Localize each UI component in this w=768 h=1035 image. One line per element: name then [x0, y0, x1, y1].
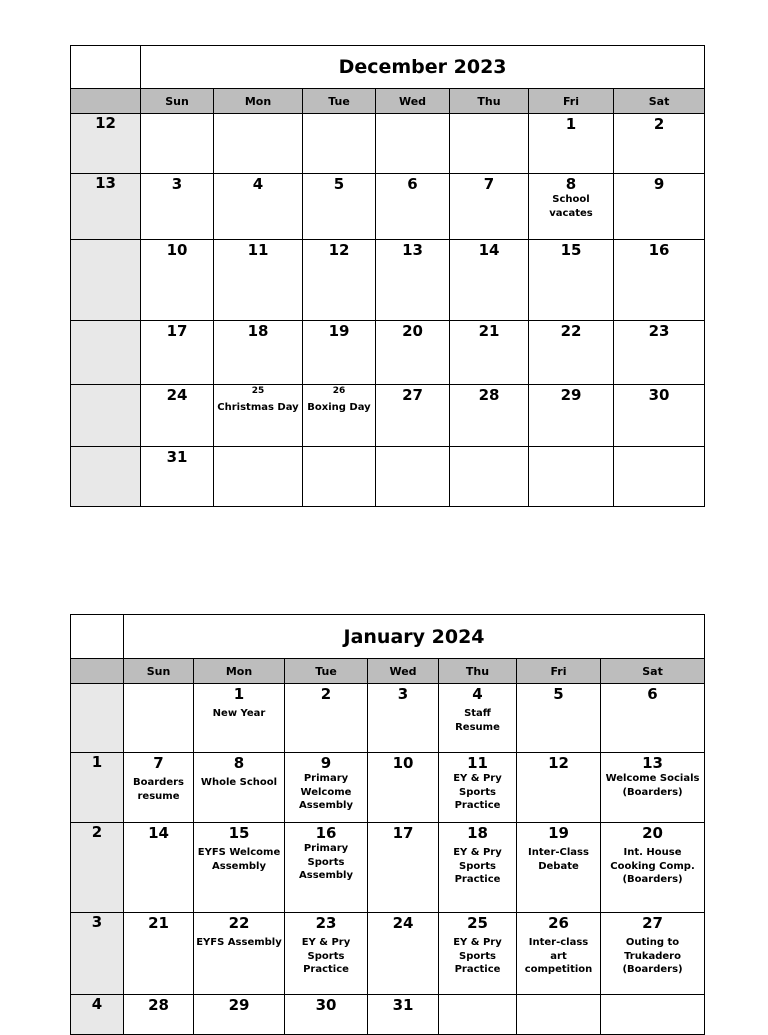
event-label: EY & Pry Sports Practice — [453, 773, 502, 811]
day-number: 30 — [648, 386, 670, 404]
day-number: 15 — [228, 824, 250, 842]
week-row — [71, 823, 705, 913]
day-cell — [614, 240, 705, 321]
day-cell — [450, 240, 529, 321]
day-cell — [194, 823, 285, 913]
day-cell — [303, 114, 376, 174]
day-number — [141, 114, 213, 115]
month-title: December 2023 — [141, 46, 705, 89]
day-cell — [529, 174, 614, 240]
day-cell — [529, 447, 614, 507]
week-row — [71, 321, 705, 385]
week-number — [71, 447, 141, 507]
day-cell — [214, 240, 303, 321]
day-number: 11 — [247, 241, 269, 259]
day-cell — [614, 321, 705, 385]
day-cell — [529, 321, 614, 385]
day-number: 2 — [320, 685, 332, 703]
day-cell — [601, 823, 705, 913]
day-cell — [517, 753, 601, 823]
day-number: 10 — [392, 754, 414, 772]
day-number — [376, 114, 449, 115]
day-cell — [141, 385, 214, 447]
event-label: Welcome Socials (Boarders) — [605, 773, 700, 798]
event-label: New Year — [212, 708, 266, 719]
day-number: 3 — [171, 175, 183, 193]
day-cell — [450, 114, 529, 174]
weekday-header: Tue — [285, 659, 368, 684]
day-cell — [303, 174, 376, 240]
day-number: 16 — [315, 824, 337, 842]
weekday-header-row — [71, 89, 705, 114]
december-calendar — [70, 45, 705, 507]
day-number: 21 — [148, 914, 169, 932]
event-label: Whole School — [200, 777, 278, 788]
day-number: 29 — [560, 386, 582, 404]
day-number: 27 — [402, 386, 423, 404]
day-number — [450, 114, 528, 115]
weekday-header: Sat — [614, 89, 705, 114]
week-row — [71, 240, 705, 321]
day-cell — [368, 995, 439, 1035]
day-number: 19 — [548, 824, 569, 842]
day-cell — [303, 447, 376, 507]
corner-cell — [71, 615, 124, 659]
day-cell — [517, 995, 601, 1035]
week-number: 1 — [71, 753, 124, 823]
week-row — [71, 913, 705, 995]
day-cell — [614, 174, 705, 240]
day-cell — [285, 913, 368, 995]
event-label: EY & Pry Sports Practice — [301, 937, 351, 975]
week-number — [71, 321, 141, 385]
day-number — [439, 995, 516, 996]
day-cell — [529, 385, 614, 447]
day-cell — [368, 753, 439, 823]
day-number: 6 — [647, 685, 658, 703]
day-number: 6 — [407, 175, 418, 193]
day-cell — [601, 684, 705, 753]
day-number: 8 — [233, 754, 245, 772]
day-cell — [517, 913, 601, 995]
day-cell — [601, 913, 705, 995]
day-number: 17 — [392, 824, 414, 842]
day-number: 22 — [228, 914, 250, 932]
day-number — [450, 447, 528, 448]
day-cell — [614, 114, 705, 174]
day-cell — [614, 447, 705, 507]
day-number: 31 — [166, 448, 188, 466]
day-number: 8 — [565, 175, 577, 193]
day-number: 28 — [148, 996, 169, 1014]
day-number: 26 — [332, 386, 346, 396]
event-label: EYFS Assembly — [196, 937, 282, 948]
day-number: 25 — [251, 386, 265, 396]
day-number: 9 — [320, 754, 332, 772]
event-label: EY & Pry Sports Practice — [453, 847, 502, 885]
weekday-header: Wed — [368, 659, 439, 684]
day-number: 24 — [166, 386, 188, 404]
day-cell — [529, 114, 614, 174]
day-number: 3 — [397, 685, 409, 703]
week-row — [71, 114, 705, 174]
day-number — [517, 995, 600, 996]
day-cell — [368, 823, 439, 913]
weekday-header: Mon — [194, 659, 285, 684]
day-number: 22 — [560, 322, 582, 340]
day-cell — [368, 684, 439, 753]
day-number: 14 — [478, 241, 500, 259]
day-cell — [141, 174, 214, 240]
week-number — [71, 684, 124, 753]
day-number: 23 — [648, 322, 670, 340]
day-cell — [439, 995, 517, 1035]
day-cell — [194, 913, 285, 995]
day-cell — [214, 447, 303, 507]
week-number — [71, 385, 141, 447]
day-number: 10 — [166, 241, 188, 259]
day-number: 12 — [328, 241, 350, 259]
day-cell — [368, 913, 439, 995]
day-number — [601, 995, 704, 996]
weekday-header: Sat — [601, 659, 705, 684]
day-number: 27 — [642, 914, 663, 932]
event-label: Boarders resume — [133, 777, 184, 802]
weekday-header: Thu — [450, 89, 529, 114]
event-label: School vacates — [549, 194, 593, 219]
day-number: 26 — [548, 914, 569, 932]
day-number: 13 — [642, 754, 663, 772]
day-cell — [439, 913, 517, 995]
event-label: Christmas Day — [217, 402, 299, 413]
day-cell — [601, 753, 705, 823]
day-number: 14 — [148, 824, 169, 842]
week-number: 13 — [71, 174, 141, 240]
event-label: EY & Pry Sports Practice — [453, 937, 502, 975]
day-number: 4 — [252, 175, 264, 193]
day-cell — [141, 114, 214, 174]
day-number — [214, 447, 302, 448]
day-number: 19 — [328, 322, 350, 340]
day-cell — [303, 385, 376, 447]
day-cell — [439, 753, 517, 823]
corner-cell — [71, 46, 141, 89]
day-cell — [285, 995, 368, 1035]
day-number: 18 — [247, 322, 269, 340]
week-number — [71, 240, 141, 321]
weekday-header: Fri — [517, 659, 601, 684]
day-number: 2 — [653, 115, 665, 133]
day-number: 30 — [315, 996, 337, 1014]
day-cell — [285, 684, 368, 753]
week-row — [71, 174, 705, 240]
title-row — [71, 46, 705, 89]
day-cell — [124, 913, 194, 995]
week-row — [71, 447, 705, 507]
weekday-header: Tue — [303, 89, 376, 114]
day-cell — [376, 321, 450, 385]
weekday-header: Sun — [124, 659, 194, 684]
event-label: EYFS Welcome Assembly — [197, 847, 281, 872]
day-number: 21 — [478, 322, 500, 340]
day-number — [303, 447, 375, 448]
event-label: Primary Welcome Assembly — [299, 773, 353, 811]
weekday-header: Mon — [214, 89, 303, 114]
day-number — [529, 447, 613, 448]
weekday-header-row — [71, 659, 705, 684]
day-cell — [214, 321, 303, 385]
day-cell — [376, 240, 450, 321]
event-label: Int. House Cooking Comp.(Boarders) — [610, 847, 695, 885]
day-cell — [517, 823, 601, 913]
weekday-header: Fri — [529, 89, 614, 114]
day-number — [124, 684, 193, 685]
day-cell — [214, 174, 303, 240]
event-label: Staff Resume — [455, 708, 500, 733]
day-number: 29 — [228, 996, 250, 1014]
day-number: 1 — [565, 115, 577, 133]
day-cell — [450, 174, 529, 240]
week-number: 3 — [71, 913, 124, 995]
event-label: Inter-class art competition — [524, 937, 593, 975]
event-label: Outing to Trukadero (Boarders) — [622, 937, 683, 975]
day-cell — [194, 995, 285, 1035]
day-number — [214, 114, 302, 115]
day-cell — [376, 114, 450, 174]
day-number: 9 — [653, 175, 665, 193]
weekday-header: Sun — [141, 89, 214, 114]
day-number — [303, 114, 375, 115]
week-number: 2 — [71, 823, 124, 913]
day-number — [614, 447, 704, 448]
day-number: 4 — [472, 685, 483, 703]
day-cell — [439, 684, 517, 753]
event-label: Primary Sports Assembly — [299, 843, 353, 881]
day-cell — [303, 321, 376, 385]
day-number: 5 — [333, 175, 345, 193]
weekday-header: Wed — [376, 89, 450, 114]
day-number: 20 — [642, 824, 663, 842]
week-row — [71, 753, 705, 823]
day-cell — [450, 385, 529, 447]
day-cell — [376, 385, 450, 447]
week-number: 4 — [71, 995, 124, 1035]
day-cell — [285, 753, 368, 823]
week-row — [71, 995, 705, 1035]
day-number: 7 — [483, 175, 495, 193]
day-number: 23 — [315, 914, 337, 932]
day-number: 24 — [392, 914, 414, 932]
title-row — [71, 615, 705, 659]
day-cell — [601, 995, 705, 1035]
day-number: 12 — [548, 754, 569, 772]
day-cell — [124, 995, 194, 1035]
event-label: Inter-Class Debate — [528, 847, 589, 872]
day-cell — [124, 753, 194, 823]
day-cell — [376, 447, 450, 507]
day-number: 11 — [467, 754, 488, 772]
month-title: January 2024 — [124, 615, 705, 659]
day-number: 31 — [392, 996, 414, 1014]
week-row — [71, 385, 705, 447]
day-number: 7 — [153, 754, 164, 772]
day-number: 15 — [560, 241, 582, 259]
day-number: 13 — [402, 241, 423, 259]
week-header-cell — [71, 659, 124, 684]
day-number — [376, 447, 449, 448]
day-number: 20 — [402, 322, 423, 340]
day-cell — [439, 823, 517, 913]
day-number: 5 — [553, 685, 564, 703]
day-cell — [517, 684, 601, 753]
day-cell — [450, 321, 529, 385]
day-cell — [376, 174, 450, 240]
day-number: 28 — [478, 386, 500, 404]
day-cell — [124, 684, 194, 753]
day-number: 1 — [233, 685, 245, 703]
january-calendar — [70, 614, 705, 1035]
day-number: 17 — [166, 322, 188, 340]
day-cell — [529, 240, 614, 321]
day-cell — [141, 240, 214, 321]
weekday-header: Thu — [439, 659, 517, 684]
event-label: Boxing Day — [307, 402, 371, 413]
day-cell — [141, 321, 214, 385]
day-cell — [194, 684, 285, 753]
day-cell — [214, 114, 303, 174]
day-cell — [214, 385, 303, 447]
week-number: 12 — [71, 114, 141, 174]
day-number: 18 — [467, 824, 488, 842]
day-cell — [285, 823, 368, 913]
week-header-cell — [71, 89, 141, 114]
day-cell — [141, 447, 214, 507]
day-cell — [303, 240, 376, 321]
day-cell — [450, 447, 529, 507]
day-cell — [124, 823, 194, 913]
day-cell — [194, 753, 285, 823]
week-row — [71, 684, 705, 753]
day-number: 25 — [467, 914, 488, 932]
day-number: 16 — [648, 241, 670, 259]
day-cell — [614, 385, 705, 447]
